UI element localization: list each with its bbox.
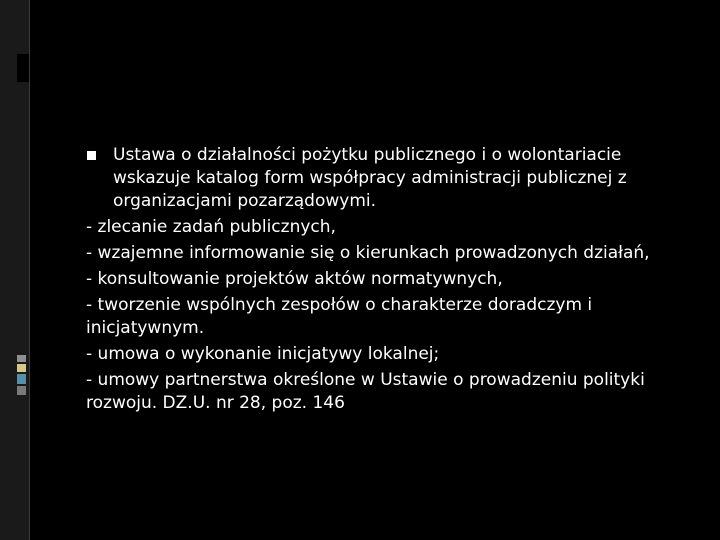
strip-edge-line [29, 0, 30, 540]
dark-accent-block [17, 54, 29, 82]
accent-bar-blue [17, 374, 26, 384]
accent-bar-gray [17, 355, 26, 362]
accent-bar-gray-dark [17, 386, 26, 395]
list-item: - wzajemne informowanie się o kierunkach prowadzonych działań, [86, 243, 650, 263]
accent-bar-gold [17, 364, 26, 372]
bullet-paragraph [86, 144, 686, 213]
bullet-text: Ustawa o działalności pożytku publicznego i o wolontariacie wskazuje katalog form współpracy administracji publicznej z organizacjami pozarządowymi. [113, 145, 627, 211]
list-item: - konsultowanie projektów aktów normatywnych, [86, 269, 503, 289]
list-item: - zlecanie zadań publicznych, [86, 217, 336, 237]
slide-content [86, 144, 686, 418]
list-item: - umowa o wykonanie inicjatywy lokalnej; [86, 344, 440, 364]
list-item: - umowy partnerstwa określone w Ustawie o prowadzeniu polityki rozwoju. DZ.U. nr 28, poz. 146 [86, 370, 645, 413]
square-bullet-icon [87, 151, 96, 160]
list-item: - tworzenie wspólnych zespołów o charakterze doradczym i inicjatywnym. [86, 295, 593, 338]
